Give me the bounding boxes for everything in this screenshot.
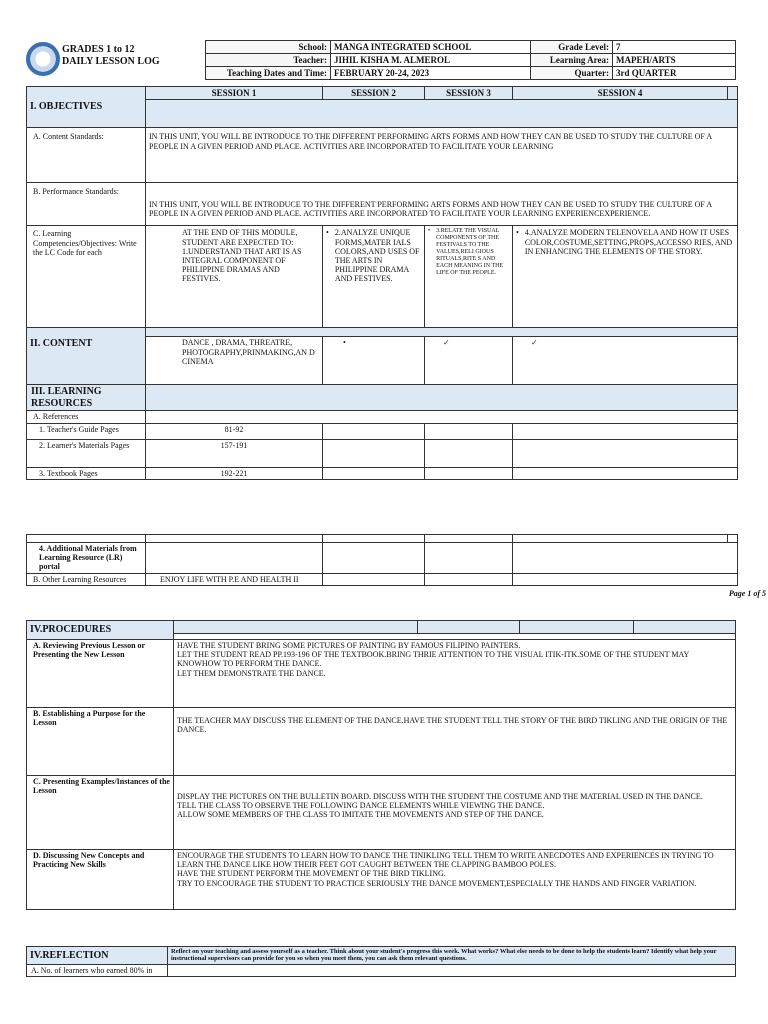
competency-session-1: AT THE END OF THIS MODULE, STUDENT ARE EXPECTED TO: 1.UNDERSTAND THAT ART IS AS INTEGRAL COMPONENT OF PHILIPPINE DRAMAS AND FESTIVES. [146, 226, 323, 328]
session-1-header: SESSION 1 [146, 87, 323, 100]
content-session-1: DANCE , DRAMA, THREATRE, PHOTOGRAPHY,PRINMAKING,AN D CINEMA [146, 337, 323, 385]
page-number: Page 1 of 5 [728, 589, 766, 598]
session-2-header: SESSION 2 [323, 87, 425, 100]
resources-continued-table [26, 534, 738, 586]
add-session-2 [323, 543, 425, 574]
other-session-4 [513, 573, 738, 585]
session-4-header: SESSION 4 [513, 87, 728, 100]
area-label: Learning Area: [531, 54, 613, 67]
tb-session-2 [323, 467, 425, 479]
tb-session-4 [513, 467, 738, 479]
competency-session-3: • 3.RELATE THE VISUAL COMPONENTS OF THE FESTIVALS TO THE VALUES,RELI GIOUS RITUALS,RITE S AND EACH MEANING IN THE LIFE OF THE PEOPLE. [425, 226, 513, 328]
content-standards-text: IN THIS UNIT, YOU WILL BE INTRODUCE TO THE DIFFERENT PERFORMING ARTS FORMS AND HOW THEY CAN BE USED TO STUDY THE CULTURE OF A PEOPLE IN A GIVEN PERIOD AND PLACE. ACTIVITIES ARE INCORPORATED TO FACILITATE YOUR LEARNING [146, 128, 738, 183]
competencies-label: C. Learning Competencies/Objectives: Write the LC Code for each [27, 226, 146, 328]
header-info-table [205, 40, 736, 80]
lm-session-3 [425, 439, 513, 467]
checkmark-icon: ✓ [443, 338, 450, 348]
school-value: MANGA INTEGRATED SCHOOL [331, 41, 531, 54]
content-session-2 [323, 337, 425, 385]
resources-band [146, 385, 738, 411]
session-spacer [728, 87, 738, 100]
reflection-instructions: Reflect on your teaching and assess yourself as a teacher. Think about your student's progress this week. What works? What else needs to be done to help the students learn? Identify what help your instructional supervisors can provide for you so when you meet them, you can ask them relevant questions. [168, 947, 736, 965]
procedures-table [26, 620, 736, 910]
tg-session-3 [425, 423, 513, 439]
content-standards-label: A. Content Standards: [27, 128, 146, 183]
objectives-heading: I. OBJECTIVES [27, 87, 146, 128]
other-resources-label: B. Other Learning Resources [27, 573, 146, 585]
references-label: A. References [27, 411, 146, 423]
grade-value: 7 [613, 41, 736, 54]
bullet-icon: • [428, 228, 431, 235]
lesson-table [26, 86, 738, 480]
teachers-guide-label: 1. Teacher's Guide Pages [27, 423, 146, 439]
other-session-3 [425, 573, 513, 585]
competency-session-4: • 4.ANALYZE MODERN TELENOVELA AND HOW IT USES COLOR,COSTUME,SETTING,PROPS,ACCESSO RIES, AND IN ENHANCING THE ELEMENTS OF THE STORY. [513, 226, 738, 328]
content-heading: II. CONTENT [27, 328, 146, 385]
teacher-label: Teacher: [206, 54, 331, 67]
textbook-pages: 192-221 [146, 467, 323, 479]
lm-session-2 [323, 439, 425, 467]
checkmark-icon: ✓ [531, 338, 538, 348]
content-session-3 [425, 337, 513, 385]
school-label: School: [206, 41, 331, 54]
resources-heading: III. LEARNING RESOURCES [27, 385, 146, 411]
procedure-a-label: A. Reviewing Previous Lesson or Presenting the New Lesson [27, 640, 174, 708]
additional-materials-label: 4. Additional Materials from Learning Resource (LR) portal [27, 543, 146, 574]
tg-session-4 [513, 423, 738, 439]
area-value: MAPEH/ARTS [613, 54, 736, 67]
quarter-label: Quarter: [531, 67, 613, 80]
lm-session-4 [513, 439, 738, 467]
tb-session-3 [425, 467, 513, 479]
tg-session-2 [323, 423, 425, 439]
procedure-d-label: D. Discussing New Concepts and Practicing New Skills [27, 850, 174, 910]
objectives-band [146, 100, 738, 128]
bullet-icon: • [326, 228, 329, 238]
log-title: GRADES 1 to 12 DAILY LESSON LOG [62, 44, 160, 67]
procedure-c-label: C. Presenting Examples/Instances of the Lesson [27, 776, 174, 850]
dates-value: FEBRUARY 20-24, 2023 [331, 67, 531, 80]
textbook-label: 3. Textbook Pages [27, 467, 146, 479]
procedures-heading: IV.PROCEDURES [27, 621, 174, 640]
reflection-a-label: A. No. of learners who earned 80% in [27, 965, 168, 977]
learners-materials-label: 2. Learner's Materials Pages [27, 439, 146, 467]
add-session-4 [513, 543, 738, 574]
reflection-table [26, 946, 736, 977]
learners-materials-pages: 157-191 [146, 439, 323, 467]
procedure-c-text: DISPLAY THE PICTURES ON THE BULLETIN BOARD. DISCUSS WITH THE STUDENT THE COSTUME AND THE MATERIAL USED IN THE DANCE. TELL THE CLASS TO OBSERVE THE FOLLOWING DANCE ELEMENTS WHILE VIEWING THE DANCE. ALLOW SOME MEMBERS OF THE CLASS TO IMITATE THE MOVEMENTS AND STEP OF THE DANCE. [174, 776, 736, 850]
procedure-d-text: ENCOURAGE THE STUDENTS TO LEARN HOW TO DANCE THE TINIKLING TELL THEM TO WRITE ANECDOTES AND EXPERIENCES IN TRYING TO LEARN THE DANCE LIKE HOW THEIR FEET GOT CAUGHT BETWEEN THE CLAPPING BAMBOO POLES. HAVE THE STUDENT PERFORM THE MOVEMENT OF THE BIRD TIKLING. TRY TO ENCOURAGE THE STUDENT TO PRACTICE SERIOUSLY THE DANCE MOVEMENT,ESPECIALLY THE HANDS AND FINGER VARIATION. [174, 850, 736, 910]
bullet-icon: • [343, 338, 346, 348]
procedure-a-text: HAVE THE STUDENT BRING SOME PICTURES OF PAINTING BY FAMOUS FILIPINO PAINTERS. LET THE STUDENT READ PP.193-196 OF THE TEXTBOOK.BRING THRIE ATTENTION TO THE VISUAL ITIK-ITK.SOME OF THE STUDENT MAY KNOWHOW TO PERFORM THE DANCE. LET THEM DEMONSTRATE THE DANCE. [174, 640, 736, 708]
performance-standards-label: B. Performance Standards: [27, 183, 146, 226]
teacher-value: JIHIL KISHA M. ALMEROL [331, 54, 531, 67]
procedure-b-text: THE TEACHER MAY DISCUSS THE ELEMENT OF THE DANCE.HAVE THE STUDENT TELL THE STORY OF THE BIRD TIKLING AND THE ORIGIN OF THE DANCE. [174, 708, 736, 776]
references-band [146, 411, 738, 423]
content-session-4 [513, 337, 738, 385]
grade-label: Grade Level: [531, 41, 613, 54]
session-3-header: SESSION 3 [425, 87, 513, 100]
bullet-icon: • [516, 228, 519, 238]
quarter-value: 3rd QUARTER [613, 67, 736, 80]
other-session-2 [323, 573, 425, 585]
other-resources-session-1: ENJOY LIFE WITH P.E AND HEALTH II [146, 573, 323, 585]
add-session-1 [146, 543, 323, 574]
content-band [146, 328, 738, 337]
add-session-3 [425, 543, 513, 574]
deped-seal-icon [26, 42, 60, 76]
teachers-guide-pages: 81-92 [146, 423, 323, 439]
performance-standards-text: IN THIS UNIT, YOU WILL BE INTRODUCE TO THE DIFFERENT PERFORMING ARTS FORMS AND HOW THEY CAN BE USED TO STUDY THE CULTURE OF A PEOPLE IN A GIVEN PERIOD AND PLACE. ACTIVITIES ARE INCORPORATED TO FACILITATE YOUR LEARNING EXPERIENCEXPERIENCE. [146, 183, 738, 226]
dates-label: Teaching Dates and Time: [206, 67, 331, 80]
reflection-heading: IV.REFLECTION [27, 947, 168, 965]
competency-session-2: • 2.ANALYZE UNIQUE FORMS,MATER IALS COLORS,AND USES OF THE ARTS IN PHILIPPINE DRAMA AND FESTIVES. [323, 226, 425, 328]
procedure-b-label: B. Establishing a Purpose for the Lesson [27, 708, 174, 776]
